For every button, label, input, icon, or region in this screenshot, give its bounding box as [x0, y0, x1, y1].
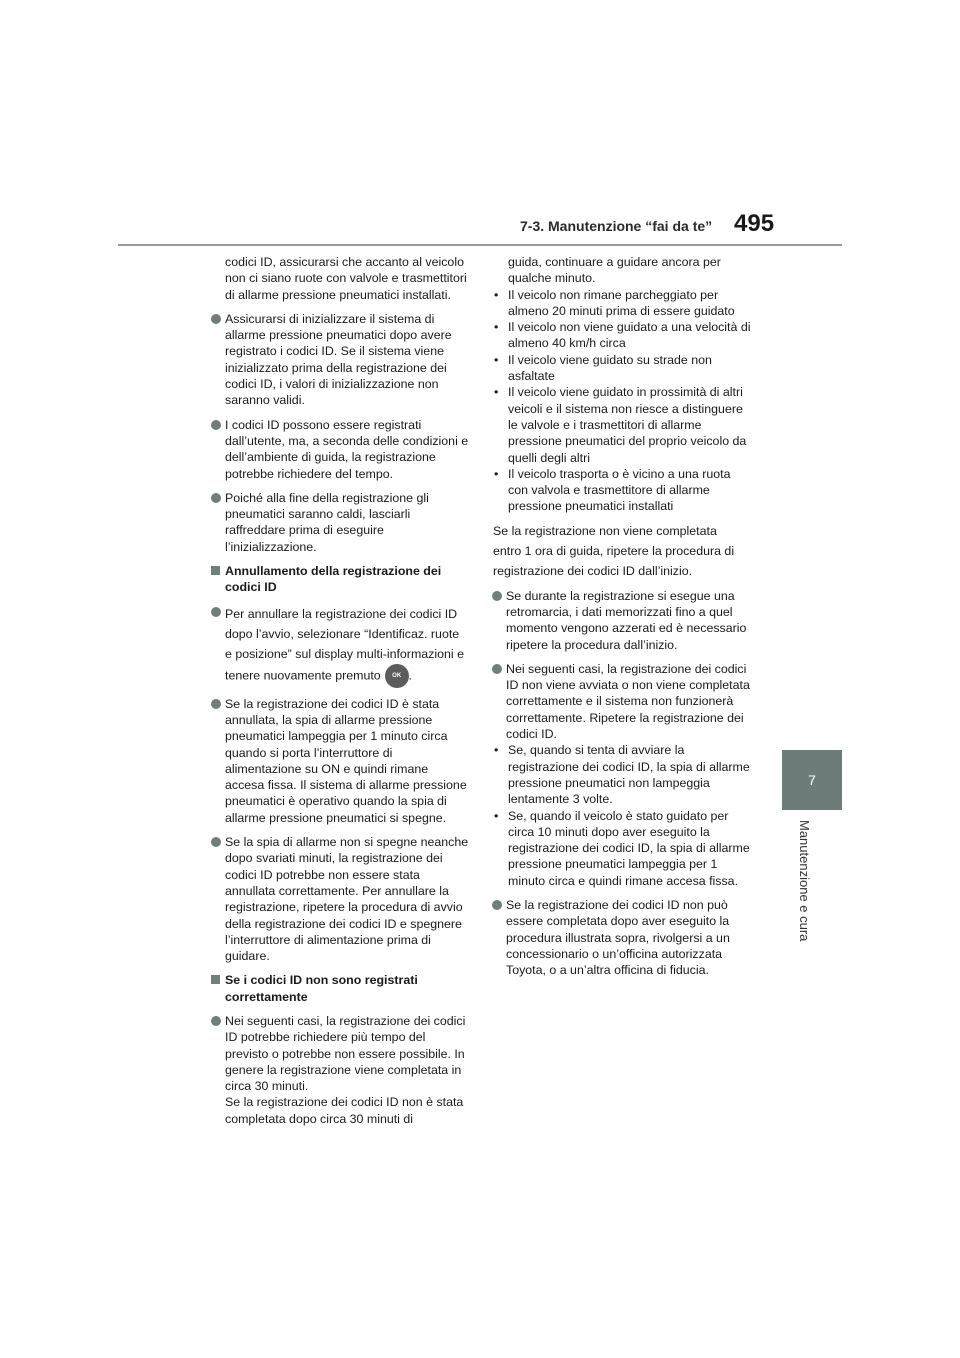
- bullet-item: [211, 311, 469, 409]
- subsection-title-text: Se i codici ID non sono registrati correttamente: [225, 973, 418, 1004]
- square-marker-icon: [211, 975, 220, 984]
- dash-marker: •: [494, 808, 499, 823]
- dash-list: [493, 742, 751, 889]
- paragraph-line: entro 1 ora di guida, ripetere la procedura di: [493, 544, 735, 559]
- list-item: [493, 352, 751, 385]
- bullet-item: [211, 417, 469, 482]
- subsection-title-not-registered: [211, 972, 469, 1005]
- bullet-dot-icon: [211, 837, 221, 847]
- continued-paragraph: guida, continuare a guidare ancora per qualche minuto.: [508, 255, 721, 286]
- bullet-text: Per annullare la registrazione dei codici ID dopo l’avvio, selezionare “Identificaz. ruote e posizione” sul display multi-informazioni e tenere nuovamente premuto: [225, 606, 464, 682]
- subsection-title-cancel: [211, 563, 469, 596]
- bullet-text: Assicurarsi di inizializzare il sistema di allarme pressione pneumatici dopo avere registrato i codici ID. Se il sistema viene inizializzato prima della registrazione dei codici ID, i valori di inizializzazione non saranno validi.: [225, 311, 452, 408]
- bullet-dot-icon: [211, 493, 221, 503]
- bullet-dot-icon: [492, 591, 502, 601]
- bullet-dot-icon: [211, 607, 221, 617]
- bullet-dot-icon: [492, 900, 502, 910]
- ok-button-icon: OK: [385, 664, 409, 688]
- bullet-text: Se durante la registrazione si esegue una retromarcia, i dati memorizzati fino a quel momento vengono azzerati ed è necessario ripetere la procedura dall’inizio.: [506, 588, 747, 652]
- chapter-tab: [782, 750, 842, 810]
- bullet-dot-icon: [211, 699, 221, 709]
- paragraph-line: registrazione dei codici ID dall’inizio.: [493, 564, 693, 579]
- bullet-text: Se la registrazione dei codici ID è stata annullata, la spia di allarme pressione pneumatici lampeggia per 1 minuto circa quando si porta l’interruttore di alimentazione su ON e quindi rimane accesa fissa. Il sistema di allarme pressione pneumatici è operativo quando la spia di allarme pressione pneumatici si spegne.: [225, 696, 467, 825]
- bullet-text: I codici ID possono essere registrati dall’utente, ma, a seconda delle condizioni e dell’ambiente di guida, la registrazione potrebbe richiedere del tempo.: [225, 417, 469, 481]
- subsection-title-text: Annullamento della registrazione dei codici ID: [225, 564, 442, 595]
- right-column: [493, 254, 751, 986]
- bullet-text-end: .: [408, 667, 413, 682]
- dash-list: [493, 287, 751, 515]
- list-item-text: Se, quando il veicolo è stato guidato per circa 10 minuti dopo aver eseguito la registrazione dei codici ID, la spia di allarme pressione pneumatici lampeggia per 1 minuto circa e quindi rimane accesa fissa.: [508, 808, 750, 888]
- chapter-number: 7: [808, 772, 816, 788]
- list-item-text: Il veicolo trasporta o è vicino a una ruota con valvola e trasmettitore di allarme pressione pneumatici installati: [508, 466, 731, 514]
- list-item: [493, 287, 751, 320]
- bullet-text: Nei seguenti casi, la registrazione dei codici ID non viene avviata o non viene completata correttamente e il sistema non funzionerà correttamente. Ripetere la registrazione dei codici ID.: [506, 661, 750, 742]
- list-item: [493, 466, 751, 515]
- list-item-text: Se, quando si tenta di avviare la registrazione dei codici ID, la spia di allarme pressione pneumatici non lampeggia lentamente 3 volte.: [508, 743, 750, 807]
- bullet-text: Se la registrazione dei codici ID non può essere completata dopo aver eseguito la procedura illustrata sopra, rivolgersi a un concessionario o un’officina autorizzata Toyota, o a un’altra officina di fiducia.: [506, 897, 730, 978]
- bullet-dot-icon: [492, 664, 502, 674]
- list-item: [493, 742, 751, 807]
- bullet-item: [492, 661, 751, 742]
- dash-marker: •: [494, 287, 499, 302]
- bullet-item: [211, 490, 469, 555]
- bullet-item: [492, 897, 751, 978]
- bullet-text-continued: Se la registrazione dei codici ID non è stata completata dopo circa 30 minuti di: [225, 1095, 464, 1126]
- dash-marker: •: [494, 743, 499, 758]
- chapter-side-label: Manutenzione e cura: [797, 820, 812, 942]
- list-item: [493, 384, 751, 465]
- list-item-text: Il veicolo non rimane parcheggiato per almeno 20 minuti prima di essere guidato: [508, 287, 735, 318]
- bullet-dot-icon: [211, 1016, 221, 1026]
- dash-marker: •: [494, 466, 499, 481]
- header-divider: [118, 244, 842, 246]
- bullet-item: [492, 588, 751, 653]
- left-column: [211, 254, 469, 1135]
- dash-marker: •: [494, 385, 499, 400]
- bullet-item: [211, 834, 469, 964]
- list-item-text: Il veicolo viene guidato su strade non asfaltate: [508, 352, 712, 384]
- section-title: 7-3. Manutenzione “fai da te”: [520, 218, 713, 234]
- square-marker-icon: [211, 566, 220, 575]
- bullet-item-not-registered: [211, 1013, 469, 1127]
- list-item-text: Il veicolo non viene guidato a una velocità di almeno 40 km/h circa: [508, 320, 751, 351]
- bullet-text: Se la spia di allarme non si spegne neanche dopo svariati minuti, la registrazione dei codici ID potrebbe non essere stata annullata correttamente. Per annullare la registrazione, ripetere la procedura di avvio della registrazione dei codici ID e spegnere l’interruttore di alimentazione prima di guidare.: [225, 835, 469, 964]
- list-item-text: Il veicolo viene guidato in prossimità di altri veicoli e il sistema non riesce a distinguere le valvole e i trasmettitori di allarme pressione pneumatici del proprio veicolo da quelli degli altri: [508, 385, 747, 465]
- continued-paragraph: codici ID, assicurarsi che accanto al veicolo non ci siano ruote con valvole e trasmettitori di allarme pressione pneumatici installati.: [225, 255, 467, 302]
- list-item: [493, 319, 751, 352]
- bullet-text: Nei seguenti casi, la registrazione dei codici ID potrebbe richiedere più tempo del previsto o potrebbe non essere possibile. In genere la registrazione viene completata in circa 30 minuti.: [225, 1013, 466, 1094]
- list-item: [493, 808, 751, 889]
- bullet-dot-icon: [211, 420, 221, 430]
- page-number: 495: [734, 210, 775, 237]
- bullet-item-cancel-procedure: [211, 604, 469, 688]
- bullet-dot-icon: [211, 314, 221, 324]
- bullet-item: [211, 696, 469, 826]
- dash-marker: •: [494, 320, 499, 335]
- paragraph-line: Se la registrazione non viene completata: [493, 523, 717, 538]
- bullet-text: Poiché alla fine della registrazione gli pneumatici saranno caldi, lasciarli raffreddare prima di eseguire l’inizializzazione.: [225, 490, 429, 554]
- dash-marker: •: [494, 352, 499, 367]
